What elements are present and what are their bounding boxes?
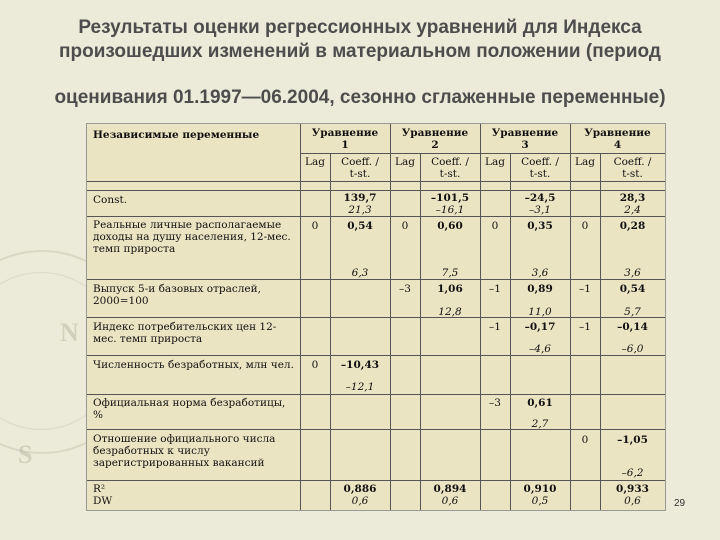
- lag-value: 0: [311, 220, 319, 232]
- equation-word: Уравнение: [311, 127, 379, 139]
- tstat-value: –3,1: [529, 204, 551, 216]
- lag-value: 0: [491, 220, 499, 232]
- lag-value: –1: [579, 321, 591, 333]
- coeff-value: –10,43: [340, 359, 380, 371]
- coeff-value: 0,61: [527, 397, 553, 409]
- row-label-cpi: Индекс потребительских цен 12-мес. темп прироста: [93, 321, 277, 345]
- tst-label: t-st.: [439, 168, 461, 180]
- lag-value: –3: [489, 397, 501, 409]
- coeff-label: Coeff. /: [341, 156, 379, 168]
- equation-word: Уравнение: [401, 127, 469, 139]
- coeff-value: 0,28: [619, 220, 646, 232]
- tstat-value: 11,0: [528, 306, 552, 318]
- table-divider: [87, 216, 665, 217]
- tst-label: t-st.: [349, 168, 371, 180]
- background-compass-letter-s: S: [18, 440, 33, 469]
- header-equation-4: [570, 127, 665, 151]
- dw-value: 0,6: [624, 495, 641, 507]
- dw-value: 0,5: [531, 495, 549, 507]
- table-divider: [300, 153, 665, 154]
- row-label-output: Выпуск 5-и базовых отраслей, 2000=100: [93, 283, 261, 307]
- row-label-unemployment-rate: Официальная норма безработицы, %: [93, 397, 286, 421]
- background-compass-letter-n: N: [60, 318, 79, 347]
- slide-title-line-1: Результаты оценки регрессионных уравнений для Индекса: [78, 17, 642, 38]
- tstat-value: 21,3: [348, 204, 372, 216]
- equation-word: Уравнение: [491, 127, 559, 139]
- tstat-value: –6,2: [621, 467, 644, 479]
- coeff-header: [600, 156, 665, 180]
- equation-number: 1: [341, 139, 349, 151]
- tst-label: t-st.: [529, 168, 551, 180]
- coeff-header: [510, 156, 570, 180]
- coeff-label: Coeff. /: [431, 156, 469, 168]
- r-squared-value: 0,933: [616, 483, 649, 495]
- lag-value: 0: [311, 359, 319, 371]
- coeff-value: –1,05: [617, 434, 648, 446]
- regression-table: [86, 123, 666, 511]
- table-divider: [87, 181, 665, 182]
- tst-label: t-st.: [622, 168, 643, 180]
- slide-title-line-2: произошедших изменений в материальном положении (период: [59, 41, 661, 62]
- table-divider: [87, 394, 665, 395]
- header-independent-variables: Независимые переменные: [93, 129, 260, 141]
- table-divider: [87, 355, 665, 356]
- tstat-value: 3,6: [624, 267, 641, 279]
- coeff-header: [330, 156, 390, 180]
- header-equation-2: [390, 127, 480, 151]
- coeff-value: 0,89: [527, 283, 553, 295]
- equation-word: Уравнение: [584, 127, 651, 139]
- lag-value: 0: [401, 220, 409, 232]
- tstat-value: –16,1: [435, 204, 465, 216]
- lag-value: –3: [399, 283, 411, 295]
- dw-value: 0,6: [441, 495, 459, 507]
- row-label-const: Const.: [93, 194, 128, 206]
- tstat-value: 7,5: [441, 267, 459, 279]
- lag-header: Lag: [305, 156, 325, 168]
- equation-number: 2: [431, 139, 439, 151]
- tstat-value: 5,7: [624, 306, 641, 318]
- header-equation-1: [300, 127, 390, 151]
- lag-header: Lag: [395, 156, 415, 168]
- coeff-label: Coeff. /: [613, 156, 652, 168]
- tstat-value: 12,8: [438, 306, 462, 318]
- tstat-value: 2,4: [624, 204, 641, 216]
- coeff-label: Coeff. /: [521, 156, 559, 168]
- lag-header: Lag: [575, 156, 595, 168]
- slide-title-line-3: оценивания 01.1997—06.2004, сезонно сглаженные переменные): [54, 87, 666, 108]
- coeff-value: 0,54: [619, 283, 646, 295]
- table-divider: [87, 429, 665, 430]
- tstat-value: 3,6: [531, 267, 549, 279]
- coeff-value: –101,5: [430, 192, 470, 204]
- equation-number: 4: [613, 139, 622, 151]
- tstat-value: –4,6: [529, 343, 551, 355]
- coeff-value: –24,5: [524, 192, 556, 204]
- row-label-unemployed-vacancies-ratio: Отношение официального числа безработных к числу зарегистрированных вакансий: [93, 433, 276, 469]
- row-label-durbin-watson: DW: [93, 495, 113, 507]
- tstat-value: –12,1: [345, 381, 375, 393]
- coeff-value: 1,06: [437, 283, 463, 295]
- lag-value: –1: [489, 283, 501, 295]
- r-squared-value: 0,886: [343, 483, 377, 495]
- row-label-r-squared: R²: [93, 483, 106, 495]
- lag-value: 0: [581, 434, 589, 446]
- r-squared-value: 0,910: [523, 483, 557, 495]
- lag-value: –1: [579, 283, 591, 295]
- table-divider: [87, 480, 665, 481]
- tstat-value: 6,3: [351, 267, 369, 279]
- coeff-value: 0,54: [347, 220, 373, 232]
- coeff-header: [420, 156, 480, 180]
- dw-value: 0,6: [351, 495, 369, 507]
- coeff-value: 28,3: [619, 192, 646, 204]
- tstat-value: –6,0: [621, 343, 644, 355]
- row-label-unemployed-count: Численность безработных, млн чел.: [93, 359, 294, 371]
- coeff-value: 139,7: [343, 192, 377, 204]
- table-divider: [87, 190, 665, 191]
- table-divider: [87, 279, 665, 280]
- lag-value: –1: [489, 321, 501, 333]
- tstat-value: 2,7: [531, 418, 549, 430]
- lag-header: Lag: [485, 156, 505, 168]
- row-label-income: Реальные личные располагаемые доходы на душу населения, 12-мес. темп прироста: [93, 219, 291, 255]
- coeff-value: 0,60: [437, 220, 463, 232]
- table-divider: [87, 317, 665, 318]
- coeff-value: 0,35: [527, 220, 553, 232]
- header-equation-3: [480, 127, 570, 151]
- r-squared-value: 0,894: [433, 483, 467, 495]
- coeff-value: –0,14: [617, 321, 648, 333]
- coeff-value: –0,17: [524, 321, 556, 333]
- page-number: 29: [674, 498, 686, 509]
- equation-number: 3: [521, 139, 529, 151]
- lag-value: 0: [581, 220, 589, 232]
